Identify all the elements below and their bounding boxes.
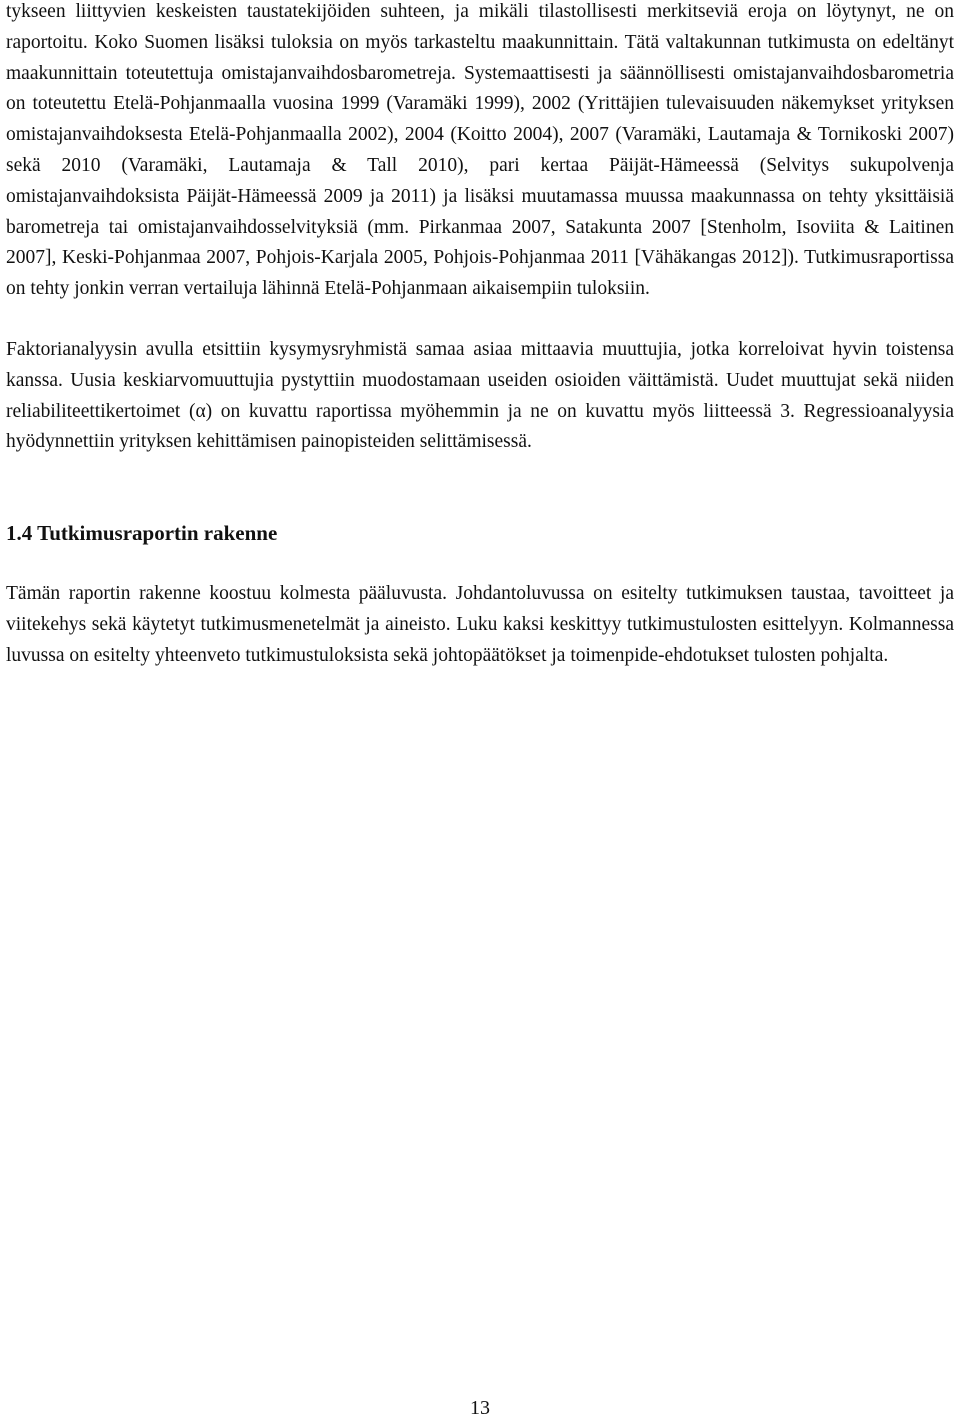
section-heading: 1.4 Tutkimusraportin rakenne xyxy=(6,521,278,546)
body-paragraph-structure: Tämän raportin rakenne koostuu kolmesta pääluvusta. Johdantoluvussa on esitelty tutkimuksen taustaa, tavoitteet ja viitekehys sekä käytetyt tutkimusmenetelmät ja aineisto. Luku kaksi keskittyy tutkimustulosten esittelyyn. Kolmannessa luvussa on esitelty yhteenveto tutkimustuloksista sekä johtopäätökset ja toimenpide-ehdotukset tulosten pohjalta. xyxy=(6,583,954,666)
body-paragraph-factor-analysis: Faktorianalyysin avulla etsittiin kysymysryhmistä samaa asiaa mittaavia muuttujia, jotka korreloivat hyvin toistensa kanssa. Uusia keskiarvomuuttujia pystyttiin muodostamaan useiden osioiden väittämistä. Uudet muuttujat sekä niiden reliabiliteettikertoimet (α) on kuvattu raportissa myöhemmin ja ne on kuvattu myös liitteessä 3. Regressioanalyysia hyödynnettiin yrityksen kehittämisen painopisteiden selittämisessä. xyxy=(6,338,954,453)
page-number: 13 xyxy=(470,1397,490,1419)
document-page xyxy=(6,0,954,672)
body-paragraph-background: tykseen liittyvien keskeisten taustatekijöiden suhteen, ja mikäli tilastollisesti merkitseviä eroja on löytynyt, ne on raportoitu. Koko Suomen lisäksi tuloksia on myös tarkasteltu maakunnittain. Tätä valtakunnan tutkimusta on edeltänyt maakunnittain toteutettuja omistajanvaihdosbarometreja. Systemaattisesti ja säännöllisesti omistajanvaihdosbarometria on toteutettu Etelä-Pohjanmaalla vuosina 1999 (Varamäki 1999), 2002 (Yrittäjien tulevaisuuden näkemykset yrityksen omistajanvaihdoksesta Etelä-Pohjanmaalla 2002), 2004 (Koitto 2004), 2007 (Varamäki, Lautamaja & Tornikoski 2007) sekä 2010 (Varamäki, Lautamaja & Tall 2010), pari kertaa Päijät-Hämeessä (Selvitys sukupolvenja omistajanvaihdoksista Päijät-Hämeessä 2009 ja 2011) ja lisäksi muutamassa muussa maakunnassa on tehty yksittäisiä barometreja tai omistajanvaihdosselvityksiä (mm. Pirkanmaa 2007, Satakunta 2007 [Stenholm, Isoviita & Laitinen 2007], Keski-Pohjanmaa 2007, Pohjois-Karjala 2005, Pohjois-Pohjanmaa 2011 [Vähäkangas 2012]). Tutkimusraportissa on tehty jonkin verran vertailuja lähinnä Etelä-Pohjanmaan aikaisempiin tuloksiin. xyxy=(6,1,954,300)
